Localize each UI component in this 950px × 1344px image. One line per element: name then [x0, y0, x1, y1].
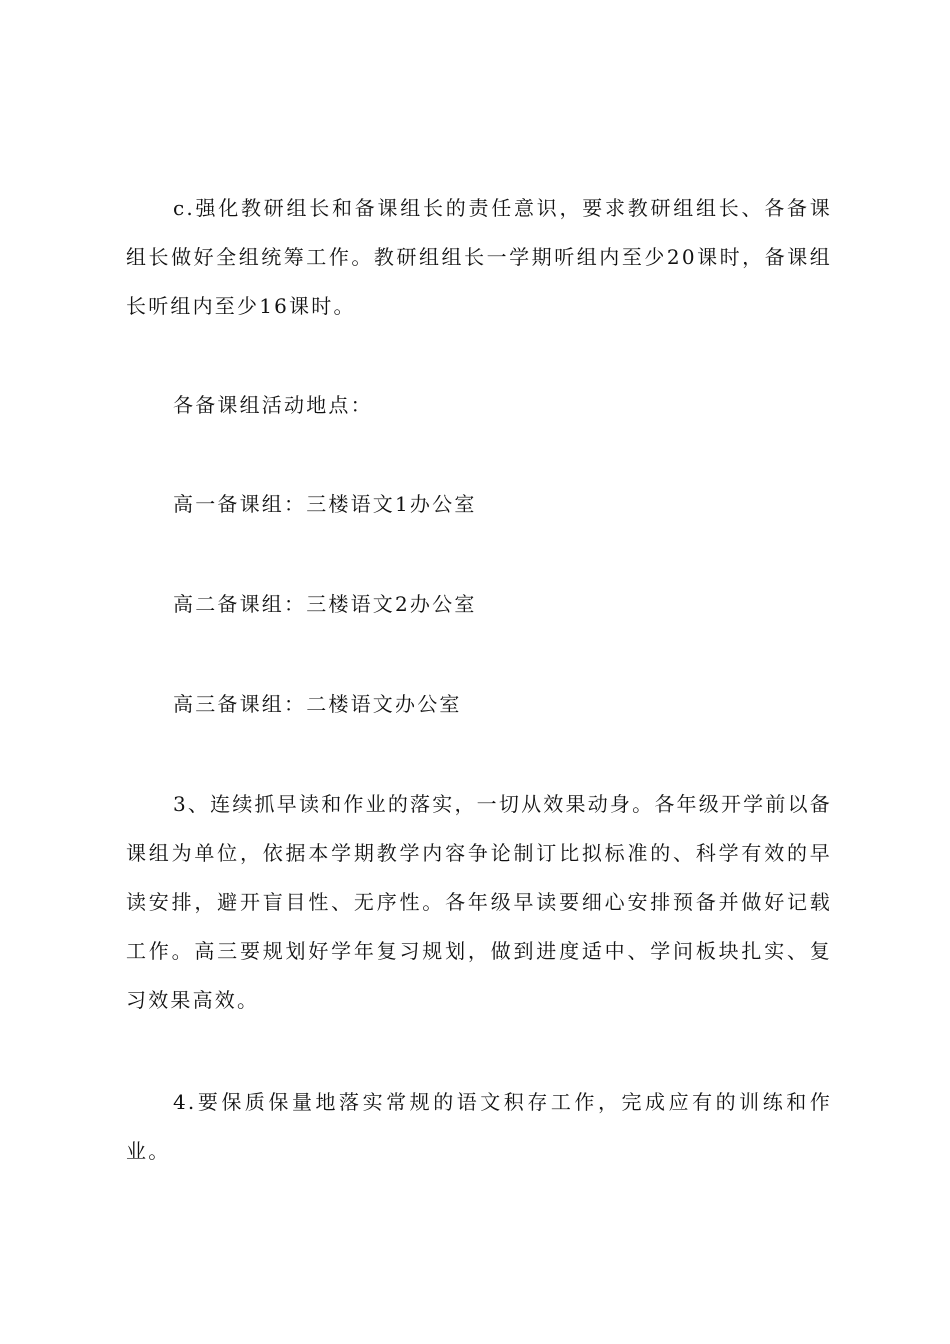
paragraph-activity-locations-heading: 各备课组活动地点： — [173, 393, 373, 417]
paragraph-routine-work: 4.要保质保量地落实常规的语文积存工作，完成应有的训练和作业。 — [126, 1090, 832, 1163]
paragraph-grade2-location: 高二备课组：三楼语文2办公室 — [173, 592, 477, 616]
paragraph-grade1-location: 高一备课组：三楼语文1办公室 — [173, 492, 477, 516]
paragraph-morning-reading: 3、连续抓早读和作业的落实，一切从效果动身。各年级开学前以备课组为单位，依据本学期教学内容争论制订比拟标准的、科学有效的早读安排，避开盲目性、无序性。各年级早读要细心安排预备并做好记载工作。高三要规划好学年复习规划，做到进度适中、学问板块扎实、复习效果高效。 — [126, 792, 832, 1012]
paragraph-grade3-location: 高三备课组：二楼语文办公室 — [173, 692, 462, 716]
paragraph-responsibility: c.强化教研组长和备课组长的责任意识，要求教研组组长、各备课组长做好全组统筹工作。教研组组长一学期听组内至少20课时，备课组长听组内至少16课时。 — [126, 196, 832, 318]
